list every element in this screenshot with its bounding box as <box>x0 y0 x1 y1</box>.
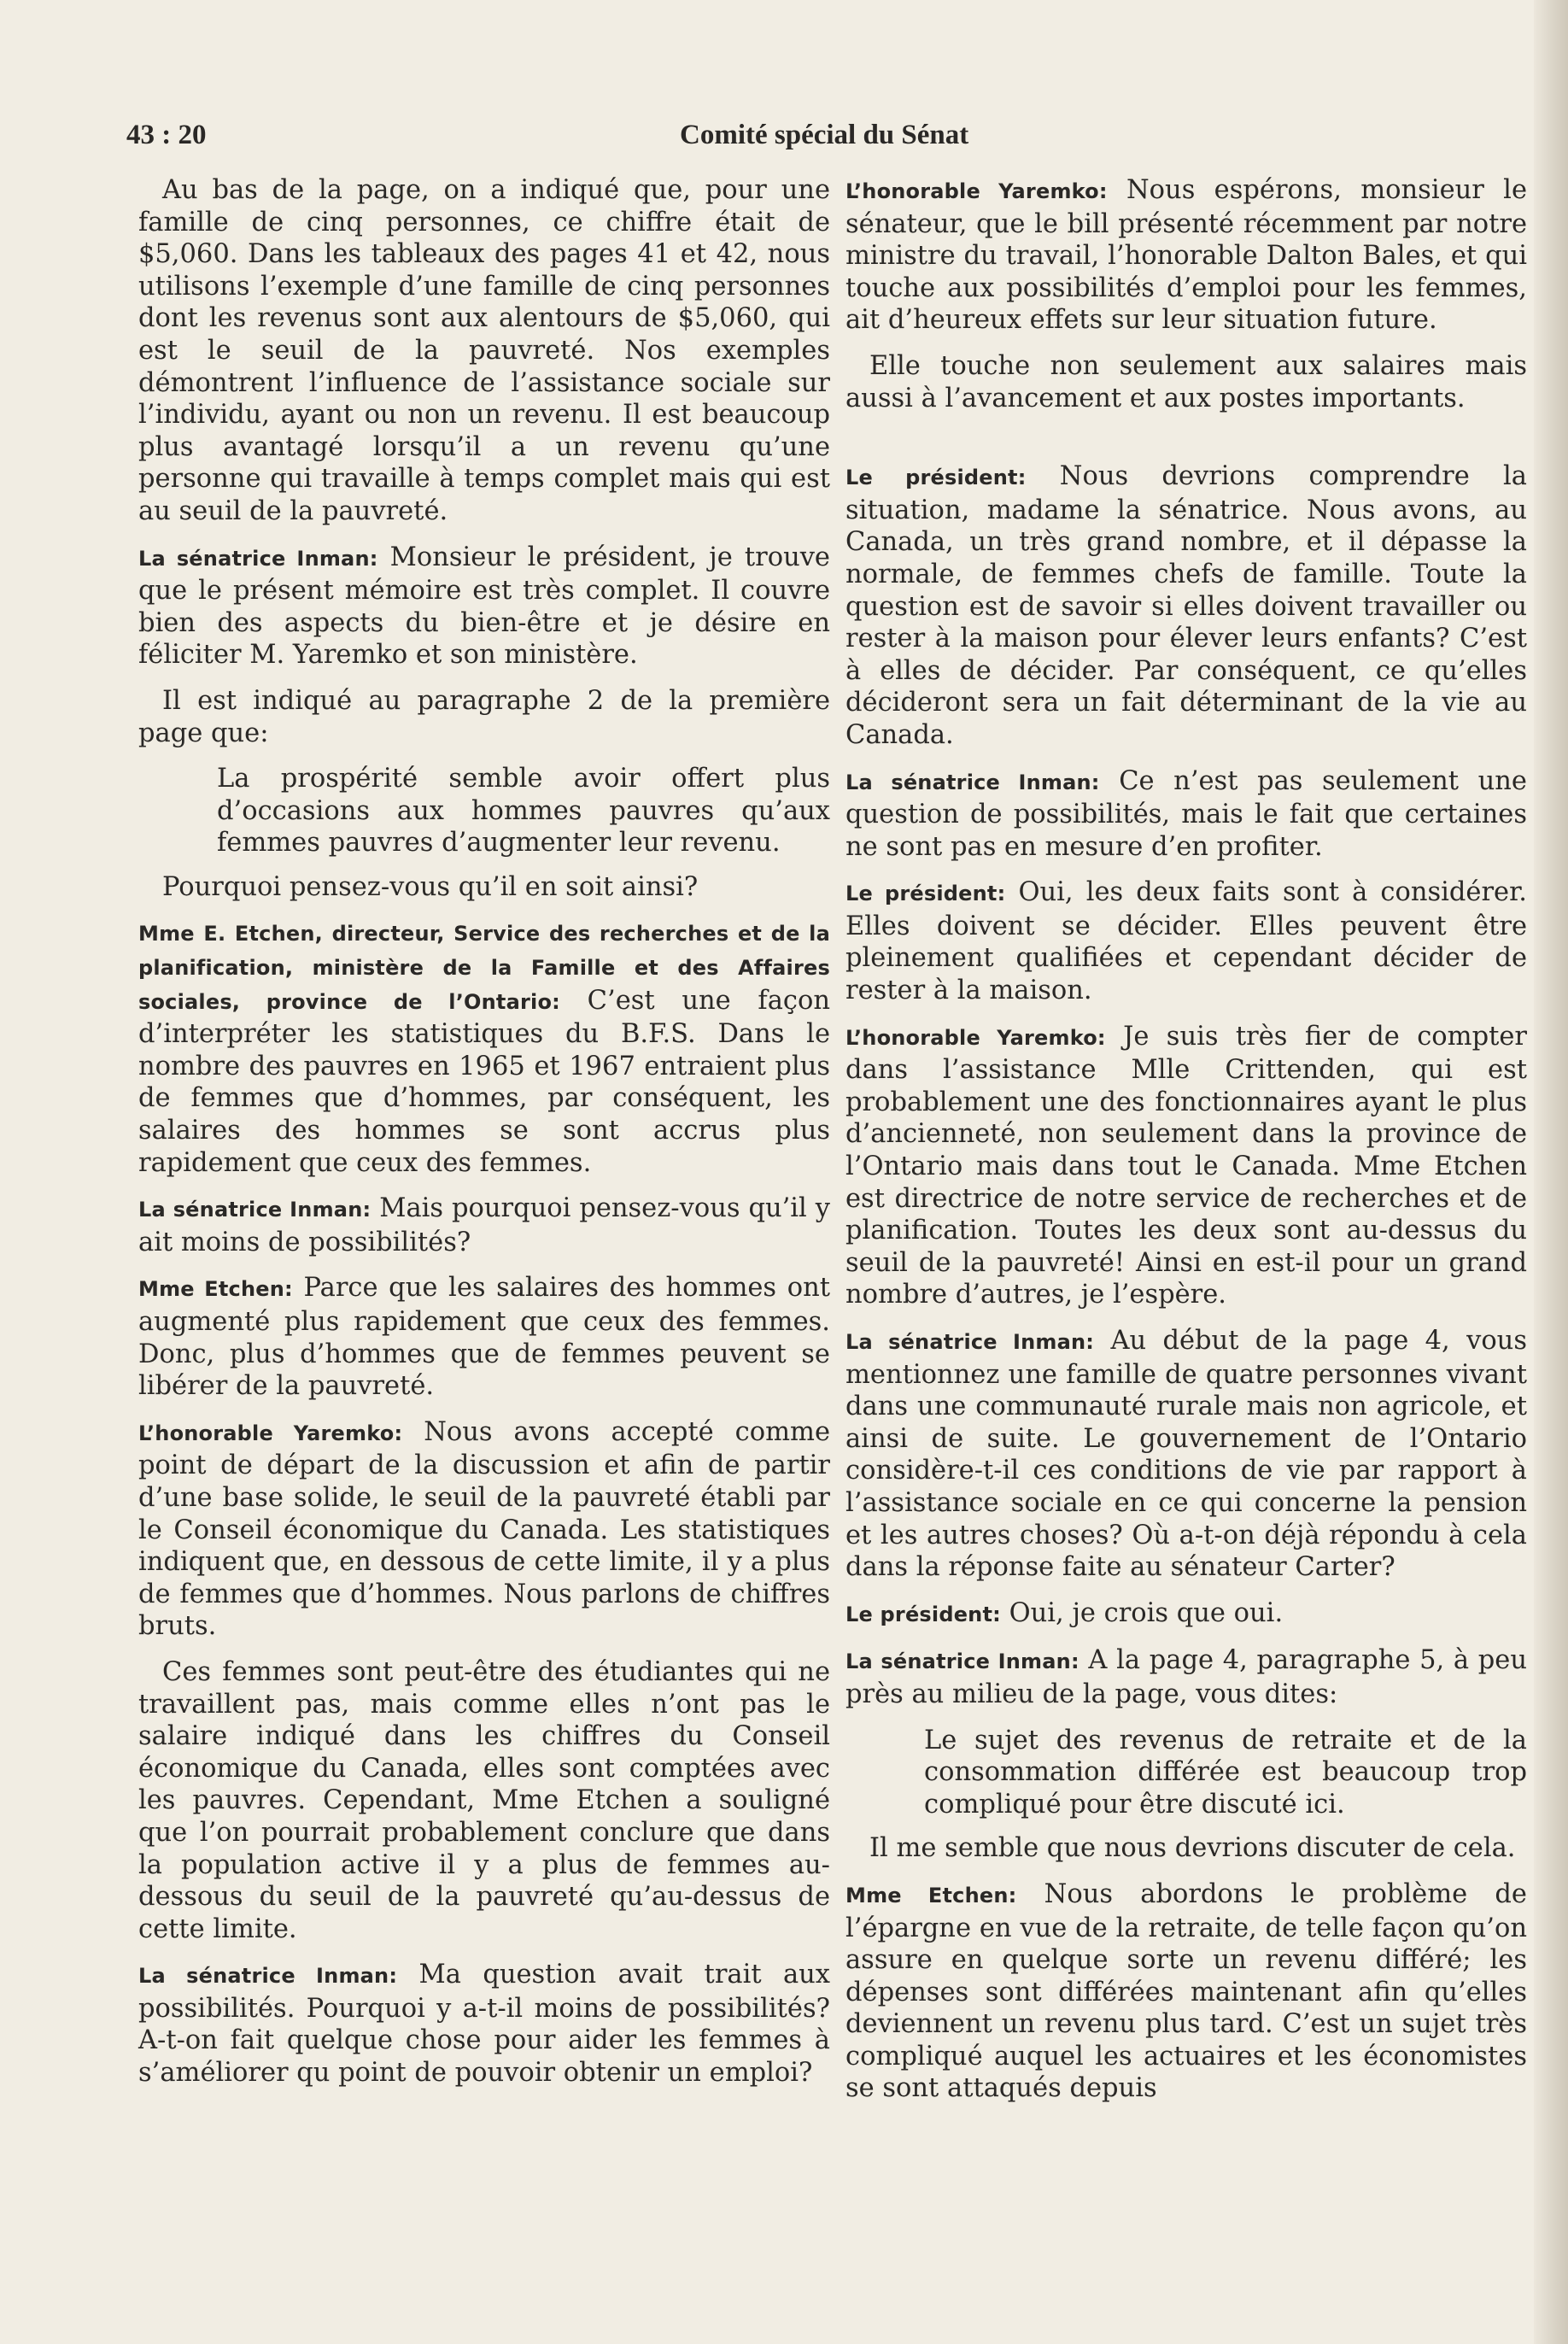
speaker-text: Ma question avait trait aux possibilités. Pourquoi y a-t-il moins de possibilités? A-t-on fait quelque chose pour aider les femmes à s’améliorer qu point de pouvoir obtenir un emploi? <box>138 1960 830 2089</box>
speaker-paragraph <box>138 542 830 671</box>
speaker-text: Nous espérons, monsieur le sénateur, que le bill présenté récemment par notre ministre du travail, l’honorable Dalton Bales, et qui touche aux possibilités d’emploi pour les femmes, ait d’heureux effets sur leur situation future. <box>845 175 1527 336</box>
speaker-label: La sénatrice Inman: <box>138 1964 398 1989</box>
speaker-paragraph <box>845 460 1527 751</box>
speaker-text: Monsieur le président, je trouve que le présent mémoire est très complet. Il couvre bien des aspects du bien-être et je désire en féliciter M. Yaremko et son ministère. <box>138 542 830 671</box>
speaker-text: C’est une façon d’interpréter les statistiques du B.F.S. Dans le nombre des pauvres en 1965 et 1967 entraient plus de femmes que d’hommes, par conséquent, les salaires des hommes se sont accrus plus rapidement que ceux des femmes. <box>138 985 830 1178</box>
speaker-text: Au début de la page 4, vous mentionnez une famille de quatre personnes vivant dans une communauté rurale mais non agricole, et ainsi de suite. Le gouvernement de l’Ontario considère-t-il ces conditions de vie par rapport à l’assistance sociale en ce qui concerne la pension et les autres choses? Où a-t-on déjà répondu à cela dans la réponse faite au sénateur Carter? <box>845 1326 1527 1583</box>
speaker-label: La sénatrice Inman: <box>138 546 378 571</box>
speaker-paragraph <box>138 1416 830 1643</box>
speaker-label: Mme Etchen: <box>138 1277 293 1302</box>
speaker-label: Le président: <box>845 466 1027 490</box>
speaker-paragraph <box>138 1272 830 1402</box>
paragraph: Il est indiqué au paragraphe 2 de la première page que: <box>138 685 830 748</box>
speaker-paragraph <box>845 1644 1527 1710</box>
speaker-text: Ce n’est pas seulement une question de possibilités, mais le fait que certaines ne sont pas en mesure d’en profiter. <box>845 765 1527 862</box>
speaker-label: L’honorable Yaremko: <box>138 1421 403 1445</box>
speaker-text: Oui, les deux faits sont à considérer. Elles doivent se décider. Elles peuvent être pleinement qualifiées et cependant décider de rester à la maison. <box>845 877 1527 1006</box>
speaker-text: A la page 4, paragraphe 5, à peu près au milieu de la page, vous dites: <box>845 1645 1527 1709</box>
speaker-paragraph <box>845 1325 1527 1584</box>
speaker-text: Nous devrions comprendre la situation, madame la sénatrice. Nous avons, au Canada, un très grand nombre, et il dépasse la normale, de femmes chefs de famille. Toute la question est de savoir si elles doivent travailler ou rester à la maison pour élever leurs enfants? C’est à elles de décider. Par conséquent, ce qu’elles décideront sera un fait déterminant de la vie au Canada. <box>845 461 1527 750</box>
speaker-text: Oui, je crois que oui. <box>1000 1597 1284 1628</box>
paragraph-spacer <box>845 428 1527 460</box>
speaker-paragraph <box>138 1193 830 1258</box>
speaker-text: Nous abordons le problème de l’épargne en vue de la retraite, de telle façon qu’on assure en quelque sorte un revenu différé; les dépenses sont différées maintenant afin qu’elles deviennent un revenu plus tard. C’est un sujet très compliqué auquel les actuaires et les économistes se sont attaqués depuis <box>845 1878 1527 2104</box>
page-number: 43 : 20 <box>126 120 207 150</box>
page-edge <box>1534 0 1568 2344</box>
paragraph: Au bas de la page, on a indiqué que, pour une famille de cinq personnes, ce chiffre était de $5,060. Dans les tableaux des pages 41 et 42, nous utilisons l’exemple d’une famille de cinq personnes dont les revenus sont aux alentours de $5,060, qui est le seuil de la pauvreté. Nos exemples démontrent l’influence de l’assistance sociale sur l’individu, ayant ou non un revenu. Il est beaucoup plus avantagé lorsqu’il a un revenu qu’une personne qui travaille à temps complet mais qui est au seuil de la pauvreté. <box>138 175 830 526</box>
speaker-paragraph <box>845 1597 1527 1632</box>
speaker-label: Le président: <box>845 882 1006 906</box>
speaker-label: Le président: <box>845 1602 1001 1626</box>
speaker-label: Mme E. Etchen, directeur, Service des recherches et de la planification, ministère de la Famille et des Affaires sociales, province de l’Ontario: <box>138 922 830 1014</box>
speaker-text: Nous avons accepté comme point de départ de la discussion et afin de partir d’une base solide, le seuil de la pauvreté établi par le Conseil économique du Canada. Les statistiques indiquent que, en dessous de cette limite, il y a plus de femmes que d’hommes. Nous parlons de chiffres bruts. <box>138 1416 830 1642</box>
speaker-label: Mme Etchen: <box>845 1883 1017 1907</box>
block-quote: Le sujet des revenus de retraite et de la consommation différée est beaucoup trop compliqué pour être discuté ici. <box>924 1725 1527 1820</box>
speaker-paragraph <box>845 876 1527 1006</box>
speaker-label: La sénatrice Inman: <box>845 1330 1095 1354</box>
speaker-paragraph <box>845 765 1527 864</box>
right-column <box>845 174 1527 2259</box>
paragraph: Ces femmes sont peut-être des étudiantes qui ne travaillent pas, mais comme elles n’ont pas le salaire indiqué dans les chiffres du Conseil économique du Canada, elles sont comptées avec les pauvres. Cependant, Mme Etchen a souligné que l’on pourrait probablement conclure que dans la population active il y a plus de femmes au-dessous du seuil de la pauvreté qu’au-dessus de cette limite. <box>138 1656 830 1944</box>
speaker-paragraph <box>845 1878 1527 2105</box>
page-header <box>126 120 1527 162</box>
paragraph: Elle touche non seulement aux salaires mais aussi à l’avancement et aux postes importants. <box>845 350 1527 413</box>
paragraph: Pourquoi pensez-vous qu’il en soit ainsi? <box>162 871 699 902</box>
speaker-text: Mais pourquoi pensez-vous qu’il y ait moins de possibilités? <box>138 1193 830 1257</box>
speaker-label: L’honorable Yaremko: <box>845 1025 1106 1050</box>
speaker-paragraph <box>138 917 830 1179</box>
speaker-paragraph <box>845 1021 1527 1311</box>
speaker-paragraph <box>138 1959 830 2089</box>
speaker-label: La sénatrice Inman: <box>845 1650 1079 1674</box>
speaker-label: La sénatrice Inman: <box>845 770 1100 794</box>
block-quote: La prospérité semble avoir offert plus d’occasions aux hommes pauvres qu’aux femmes pauvres d’augmenter leur revenu. <box>217 764 830 858</box>
left-column <box>138 174 830 2259</box>
speaker-text: Je suis très fier de compter dans l’assistance Mlle Crittenden, qui est probablement une des fonctionnaires ayant le plus d’ancienneté, non seulement dans la province de l’Ontario mais dans tout le Canada. Mme Etchen est directrice de notre service de recherches et de planification. Toutes les deux sont au-dessus du seuil de la pauvreté! Ainsi en est-il pour un grand nombre d’autres, je l’espère. <box>845 1021 1527 1310</box>
paragraph: Il me semble que nous devrions discuter de cela. <box>869 1833 1516 1864</box>
running-title: Comité spécial du Sénat <box>680 120 969 150</box>
speaker-label: La sénatrice Inman: <box>138 1198 372 1222</box>
speaker-text: Parce que les salaires des hommes ont augmenté plus rapidement que ceux des femmes. Donc, plus d’hommes que de femmes peuvent se libérer de la pauvreté. <box>138 1273 830 1402</box>
speaker-paragraph <box>845 174 1527 337</box>
speaker-label: L’honorable Yaremko: <box>845 179 1108 203</box>
